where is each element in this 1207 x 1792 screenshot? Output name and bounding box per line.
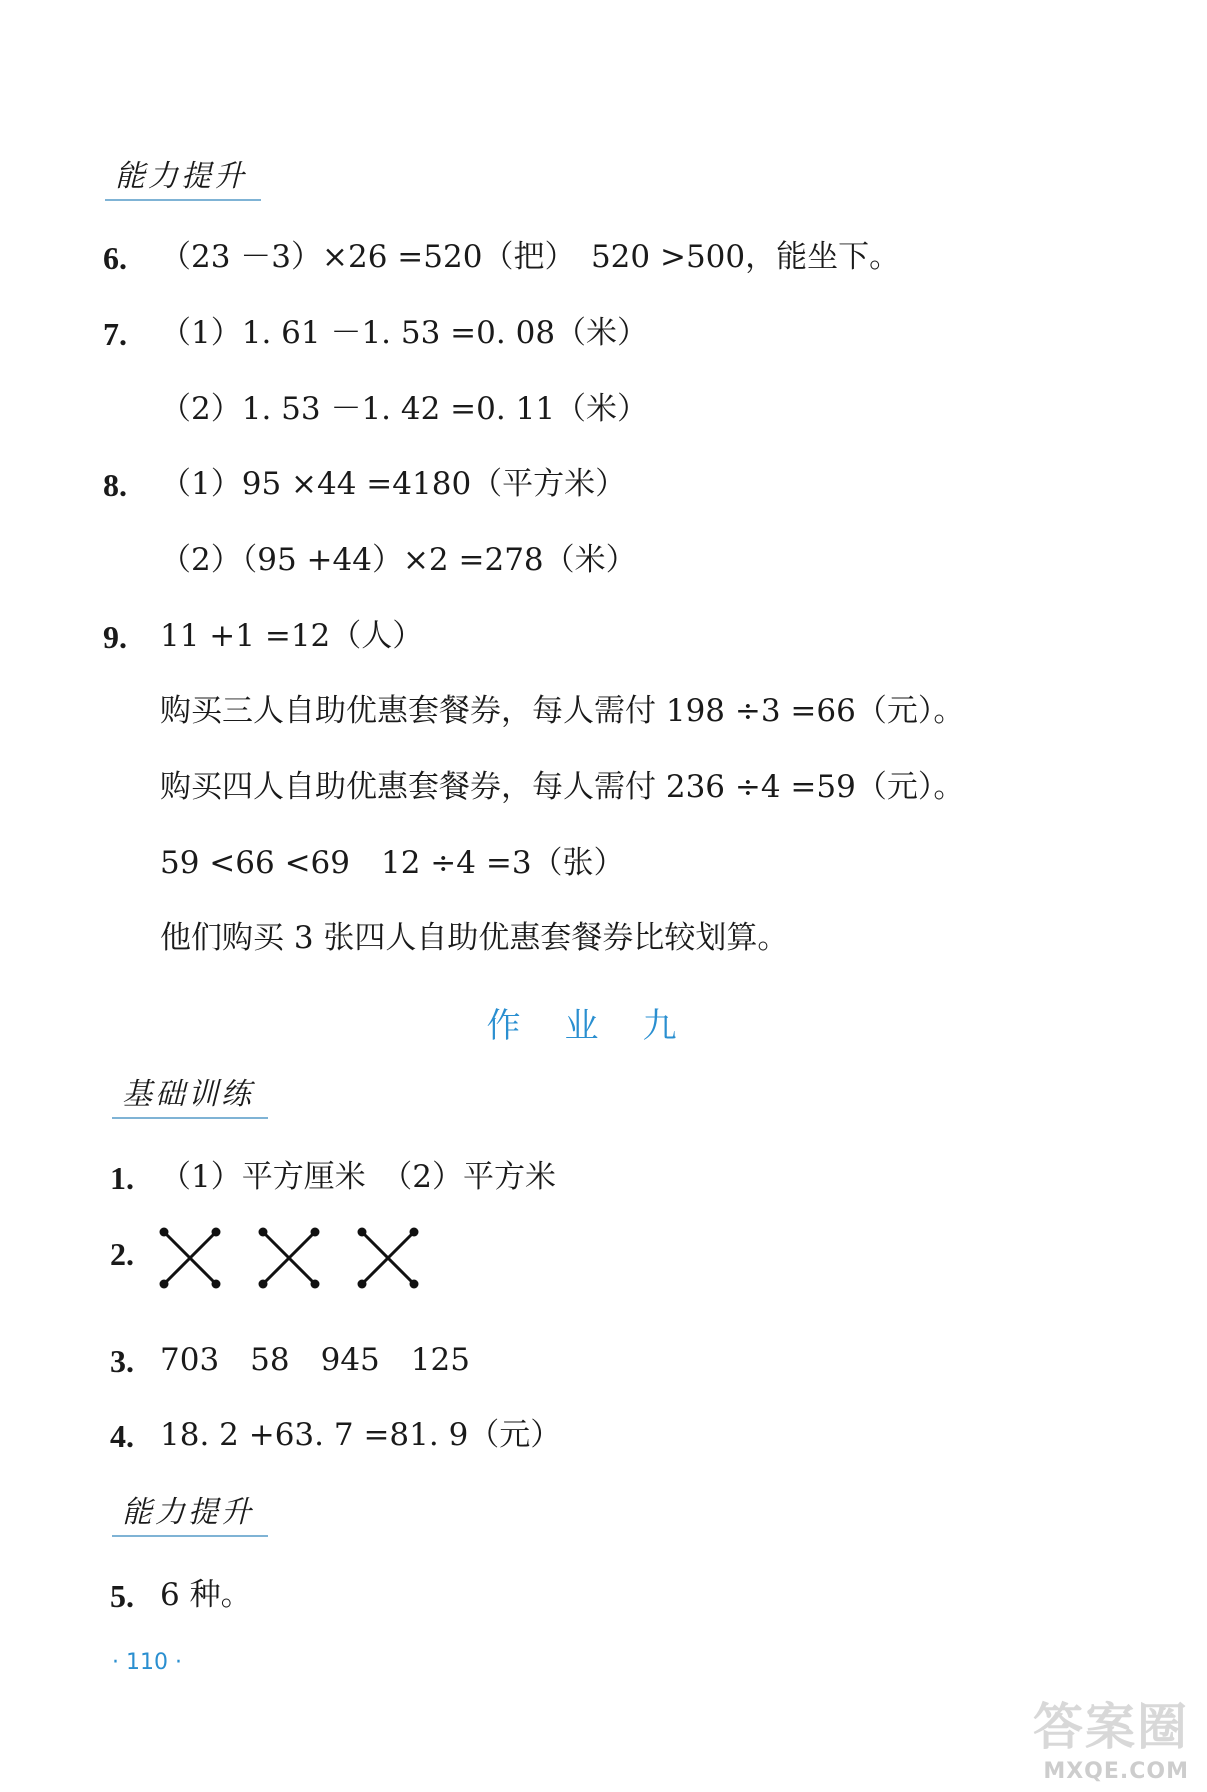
item-text: 703 58 945 125: [160, 1342, 470, 1378]
item-number: 5.: [110, 1578, 134, 1614]
watermark-text: 答案圈: [1033, 1698, 1189, 1756]
item-text: 59 <66 <69 12 ÷4 =3（张）: [160, 845, 625, 881]
section-heading-basic: 基础训练: [112, 1078, 268, 1119]
item-number: 4.: [110, 1418, 134, 1454]
item-text: （2）1. 53 －1. 42 =0. 11（米）: [160, 391, 649, 427]
page-number: · 110 ·: [112, 1650, 182, 1675]
item-text: 购买三人自助优惠套餐券，每人需付 198 ÷3 =66（元）。: [160, 693, 965, 729]
item-text: 6 种。: [160, 1577, 252, 1613]
item-text: 购买四人自助优惠套餐券，每人需付 236 ÷4 =59（元）。: [160, 769, 965, 805]
item-number: 1.: [110, 1160, 134, 1196]
cross-mark-icon: [257, 1226, 321, 1290]
item-text: 11 +1 =12（人）: [160, 618, 424, 654]
cross-mark-icon: [356, 1226, 420, 1290]
item-text: （1）平方厘米 （2）平方米: [160, 1159, 556, 1195]
item-text: 18. 2 +63. 7 =81. 9（元）: [160, 1417, 562, 1453]
item-text: （23 －3）×26 =520（把） 520 >500，能坐下。: [160, 239, 901, 275]
item-text: 他们购买 3 张四人自助优惠套餐券比较划算。: [160, 920, 789, 956]
cross-marks: [158, 1226, 450, 1290]
item-number: 2.: [110, 1236, 134, 1272]
item-number: 8.: [103, 467, 127, 503]
cross-mark-icon: [158, 1226, 222, 1290]
homework-title: 作业九: [486, 1006, 721, 1046]
section-heading-ability-2: 能力提升: [112, 1496, 268, 1537]
watermark-url: MXQE.COM: [1043, 1759, 1189, 1784]
item-text: （1）1. 61 －1. 53 =0. 08（米）: [160, 315, 649, 351]
watermark-logo: [979, 1687, 1189, 1784]
item-number: 3.: [110, 1343, 134, 1379]
item-number: 7.: [103, 316, 127, 352]
section-heading-ability: 能力提升: [105, 160, 261, 201]
item-number: 6.: [103, 240, 127, 276]
item-text: （2）（95 +44）×2 =278（米）: [160, 542, 637, 578]
item-number: 9.: [103, 619, 127, 655]
item-text: （1）95 ×44 =4180（平方米）: [160, 466, 627, 502]
